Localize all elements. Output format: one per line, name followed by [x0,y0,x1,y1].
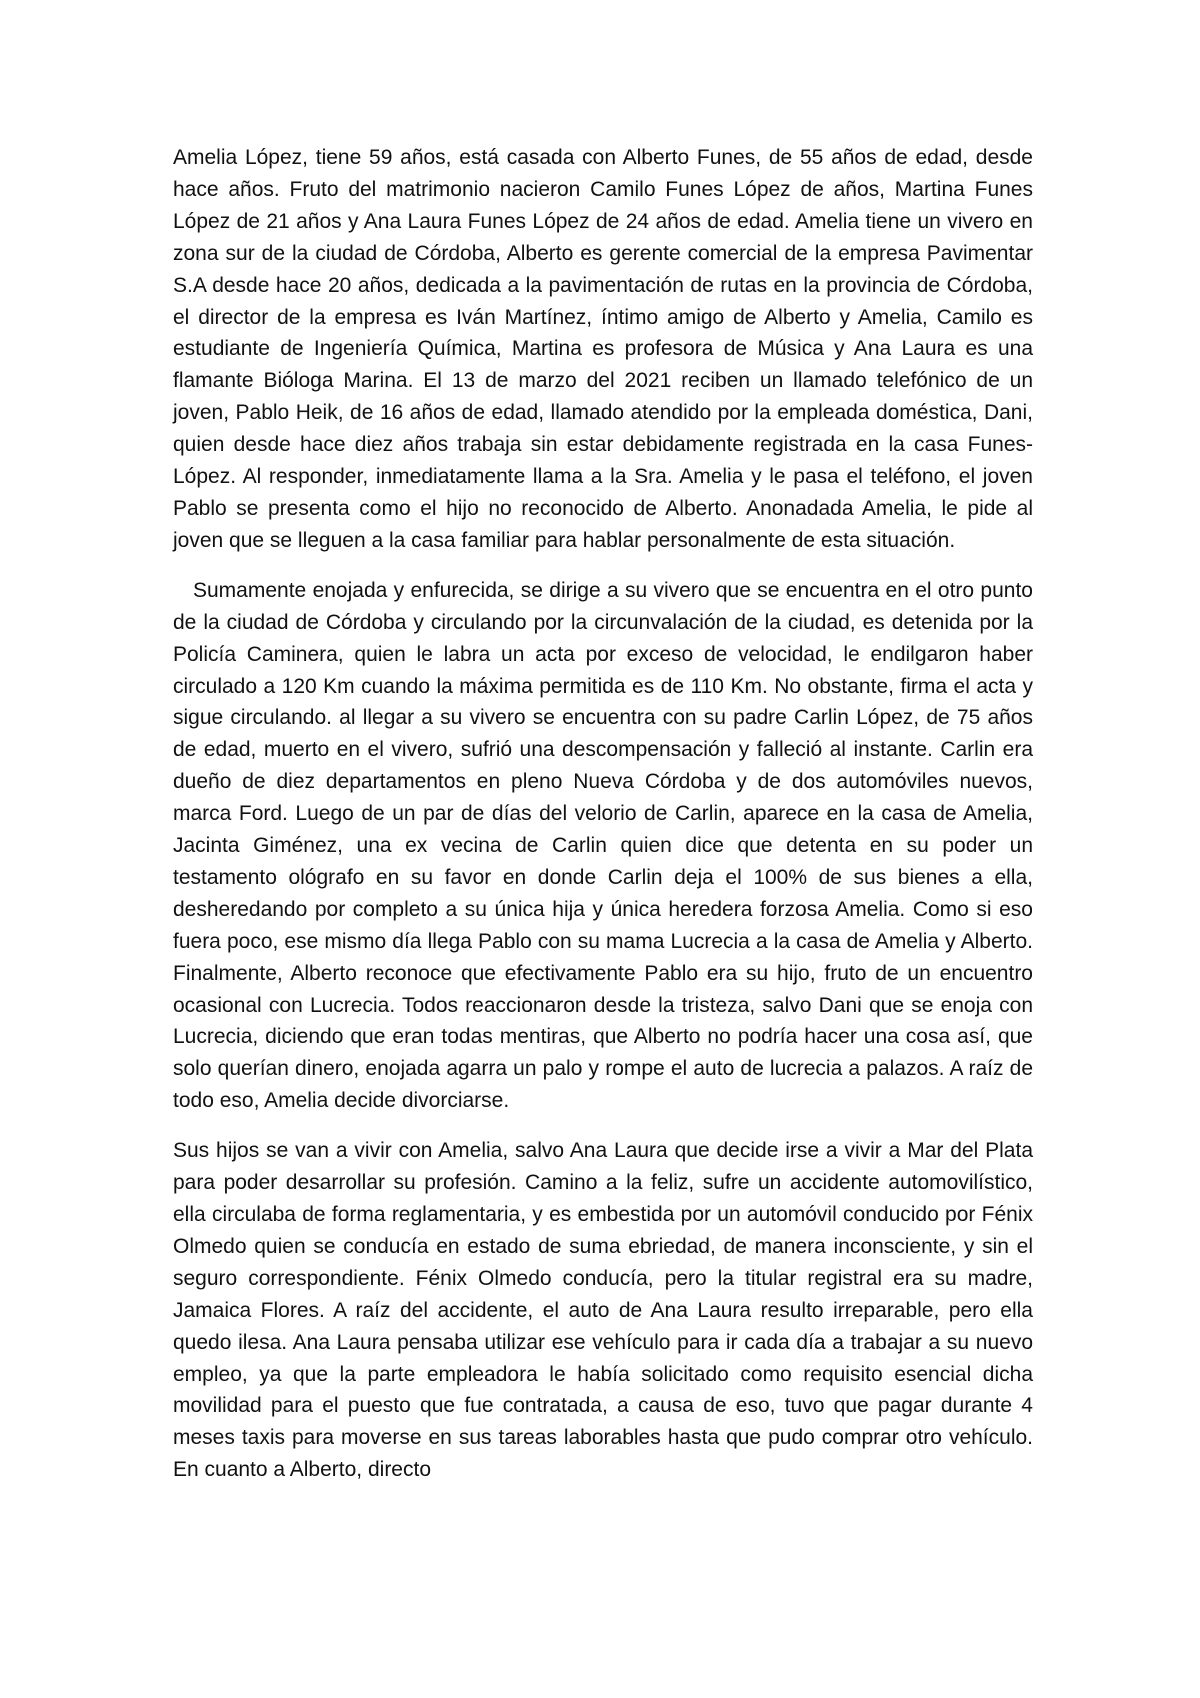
paragraph-1: Amelia López, tiene 59 años, está casada con Alberto Funes, de 55 años de edad, desde hace años. Fruto del matrimonio nacieron Camilo Funes López de años, Martina Funes López de 21 años y Ana Laura Funes López de 24 años de edad. Amelia tiene un vivero en zona sur de la ciudad de Córdoba, Alberto es gerente comercial de la empresa Pavimentar S.A desde hace 20 años, dedicada a la pavimentación de rutas en la provincia de Córdoba, el director de la empresa es Iván Martínez, íntimo amigo de Alberto y Amelia, Camilo es estudiante de Ingeniería Química, Martina es profesora de Música y Ana Laura es una flamante Bióloga Marina. El 13 de marzo del 2021 reciben un llamado telefónico de un joven, Pablo Heik, de 16 años de edad, llamado atendido por la empleada doméstica, Dani, quien desde hace diez años trabaja sin estar debidamente registrada en la casa Funes- López. Al responder, inmediatamente llama a la Sra. Amelia y le pasa el teléfono, el joven Pablo se presenta como el hijo no reconocido de Alberto. Anonadada Amelia, le pide al joven que se lleguen a la casa familiar para hablar personalmente de esta situación. [173,146,1033,552]
paragraph-3: Sus hijos se van a vivir con Amelia, salvo Ana Laura que decide irse a vivir a Mar del Plata para poder desarrollar su profesión. Camino a la feliz, sufre un accidente automovilístico, ella circulaba de forma reglamentaria, y es embestida por un automóvil conducido por Fénix Olmedo quien se conducía en estado de suma ebriedad, de manera inconsciente, y sin el seguro correspondiente. Fénix Olmedo conducía, pero la titular registral era su madre, Jamaica Flores. A raíz del accidente, el auto de Ana Laura resulto irreparable, pero ella quedo ilesa. Ana Laura pensaba utilizar ese vehículo para ir cada día a trabajar a su nuevo empleo, ya que la parte empleadora le había solicitado como requisito esencial dicha movilidad para el puesto que fue contratada, a causa de eso, tuvo que pagar durante 4 meses taxis para moverse en sus tareas laborables hasta que pudo comprar otro vehículo. En cuanto a Alberto, directo [173,1139,1033,1482]
document-body [173,142,1033,1504]
paragraph-2: Sumamente enojada y enfurecida, se dirige a su vivero que se encuentra en el otro punto de la ciudad de Córdoba y circulando por la circunvalación de la ciudad, es detenida por la Policía Caminera, quien le labra un acta por exceso de velocidad, le endilgaron haber circulado a 120 Km cuando la máxima permitida es de 110 Km. No obstante, firma el acta y sigue circulando. al llegar a su vivero se encuentra con su padre Carlin López, de 75 años de edad, muerto en el vivero, sufrió una descompensación y falleció al instante. Carlin era dueño de diez departamentos en pleno Nueva Córdoba y de dos automóviles nuevos, marca Ford. Luego de un par de días del velorio de Carlin, aparece en la casa de Amelia, Jacinta Giménez, una ex vecina de Carlin quien dice que detenta en su poder un testamento ológrafo en su favor en donde Carlin deja el 100% de sus bienes a ella, desheredando por completo a su única hija y única heredera forzosa Amelia. Como si eso fuera poco, ese mismo día llega Pablo con su mama Lucrecia a la casa de Amelia y Alberto. Finalmente, Alberto reconoce que efectivamente Pablo era su hijo, fruto de un encuentro ocasional con Lucrecia. Todos reaccionaron desde la tristeza, salvo Dani que se enoja con Lucrecia, diciendo que eran todas mentiras, que Alberto no podría hacer una cosa así, que solo querían dinero, enojada agarra un palo y rompe el auto de lucrecia a palazos. A raíz de todo eso, Amelia decide divorciarse. [173,578,1033,1113]
